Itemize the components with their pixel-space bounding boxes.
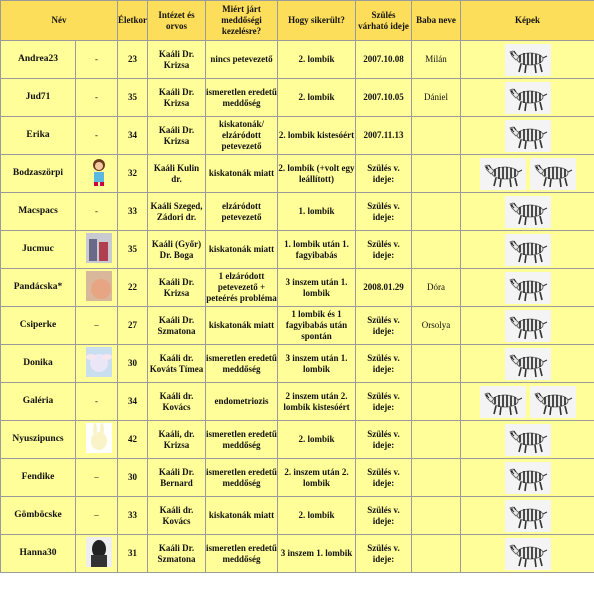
cell-kepek [461,459,594,497]
cell-intezet: Kaáli dr. Kovács [148,383,206,421]
avatar [86,271,112,303]
cell-kepek [461,497,594,535]
cell-avatar: – [76,497,118,535]
cell-intezet: Kaáli Dr. Szmatona [148,307,206,345]
zebra-icon[interactable] [505,538,551,570]
cell-eletkor: 30 [118,345,148,383]
zebra-icon[interactable] [505,310,551,342]
cell-baba [412,193,461,231]
zebra-icon[interactable] [505,424,551,456]
cell-intezet: Kaáli Kulin dr. [148,155,206,193]
cell-avatar: – [76,307,118,345]
zebra-icon[interactable] [480,386,526,418]
cell-nev: Csiperke [1,307,76,345]
cell-avatar: - [76,383,118,421]
cell-avatar [76,421,118,459]
cell-szules: Szülés v. ideje: [356,459,412,497]
avatar [86,157,112,189]
header-nev: Név [1,1,118,41]
header-szules: Szülés várható ideje [356,1,412,41]
cell-miert: ismeretlen eredetű meddőség [206,421,278,459]
cell-kepek [461,155,594,193]
cell-baba: Dániel [412,79,461,117]
cell-intezet: Kaáli Dr. Szmatona [148,535,206,573]
avatar [86,423,112,455]
cell-kepek [461,421,594,459]
cell-avatar [76,269,118,307]
cell-avatar [76,155,118,193]
cell-avatar [76,231,118,269]
header-miert: Miért járt meddőségi kezelésre? [206,1,278,41]
cell-hogy: 2. lombik (+volt egy leállított) [278,155,356,193]
table-row [1,79,594,117]
cell-kepek [461,193,594,231]
cell-miert: ismeretlen eredetű meddőség [206,79,278,117]
table-row [1,193,594,231]
cell-intezet: Kaáli dr. Kováts Tímea [148,345,206,383]
cell-eletkor: 34 [118,117,148,155]
zebra-icon[interactable] [505,234,551,266]
cell-hogy: 2. lombik [278,497,356,535]
avatar [86,347,112,379]
cell-avatar: - [76,41,118,79]
cell-intezet: Kaáli Dr. Krizsa [148,79,206,117]
header-hogy: Hogy sikerült? [278,1,356,41]
zebra-icon[interactable] [505,44,551,76]
cell-nev: Nyuszipuncs [1,421,76,459]
cell-miert: elzáródott petevezető [206,193,278,231]
cell-eletkor: 33 [118,193,148,231]
cell-baba: Milán [412,41,461,79]
cell-hogy: 1. lombik után 1. fagyibabás [278,231,356,269]
cell-hogy: 2. lombik [278,79,356,117]
cell-miert: ismeretlen eredetű meddőség [206,345,278,383]
cell-baba [412,383,461,421]
zebra-icon[interactable] [530,158,576,190]
cell-nev: Jud71 [1,79,76,117]
cell-kepek [461,231,594,269]
cell-nev: Hanna30 [1,535,76,573]
cell-miert: endometriozis [206,383,278,421]
cell-szules: Szülés v. ideje: [356,535,412,573]
cell-eletkor: 32 [118,155,148,193]
cell-szules: Szülés v. ideje: [356,383,412,421]
cell-avatar: - [76,79,118,117]
cell-szules: 2008.01.29 [356,269,412,307]
cell-eletkor: 35 [118,231,148,269]
cell-eletkor: 35 [118,79,148,117]
cell-nev: Andrea23 [1,41,76,79]
table-row [1,269,594,307]
cell-baba: Dóra [412,269,461,307]
cell-eletkor: 22 [118,269,148,307]
cell-kepek [461,41,594,79]
zebra-icon[interactable] [505,82,551,114]
cell-miert: ismeretlen eredetű meddőség [206,535,278,573]
cell-szules: 2007.10.05 [356,79,412,117]
header-eletkor: Életkor [118,1,148,41]
cell-kepek [461,383,594,421]
table-row [1,459,594,497]
cell-intezet: Kaáli Dr. Bernard [148,459,206,497]
zebra-icon[interactable] [505,348,551,380]
cell-avatar: - [76,193,118,231]
cell-avatar: – [76,459,118,497]
cell-szules: 2007.11.13 [356,117,412,155]
cell-miert: kiskatonák miatt [206,155,278,193]
header-kepek: Képek [461,1,594,41]
table-row [1,497,594,535]
cell-intezet: Kaáli, dr. Krizsa [148,421,206,459]
cell-szules: Szülés v. ideje: [356,231,412,269]
header-baba: Baba neve [412,1,461,41]
cell-szules: Szülés v. ideje: [356,345,412,383]
cell-intezet: Kaáli dr. Kovács [148,497,206,535]
cell-intezet: Kaáli Szeged, Zádori dr. [148,193,206,231]
table-row [1,155,594,193]
cell-hogy: 2. lombik [278,421,356,459]
cell-baba: Orsolya [412,307,461,345]
cell-szules: Szülés v. ideje: [356,193,412,231]
cell-avatar: - [76,117,118,155]
zebra-icon[interactable] [505,500,551,532]
cell-kepek [461,117,594,155]
cell-nev: Bodzaszörpi [1,155,76,193]
cell-baba [412,535,461,573]
avatar [86,233,112,265]
cell-miert: kiskatonák miatt [206,231,278,269]
cell-hogy: 2. lombik kistesóért [278,117,356,155]
cell-nev: Fendike [1,459,76,497]
cell-eletkor: 34 [118,383,148,421]
cell-miert: nincs petevezető [206,41,278,79]
table-row [1,421,594,459]
cell-baba [412,497,461,535]
cell-eletkor: 31 [118,535,148,573]
cell-kepek [461,345,594,383]
table-body [1,41,594,573]
cell-baba [412,117,461,155]
cell-nev: Erika [1,117,76,155]
table-row [1,41,594,79]
table-row [1,383,594,421]
cell-nev: Jucmuc [1,231,76,269]
header-intezet: Intézet és orvos [148,1,206,41]
cell-hogy: 3 inszem után 1. lombik [278,345,356,383]
cell-hogy: 1 lombik és 1 fagyibabás után spontán [278,307,356,345]
zebra-icon[interactable] [530,386,576,418]
cell-intezet: Kaáli Dr. Krizsa [148,117,206,155]
cell-eletkor: 30 [118,459,148,497]
cell-szules: Szülés v. ideje: [356,155,412,193]
cell-hogy: 2. inszem után 2. lombik [278,459,356,497]
cell-hogy: 3 inszem után 1. lombik [278,269,356,307]
cell-baba [412,231,461,269]
zebra-icon[interactable] [480,158,526,190]
cell-kepek [461,79,594,117]
cell-eletkor: 42 [118,421,148,459]
cell-hogy: 2 inszem után 2. lombik kistesóért [278,383,356,421]
cell-szules: Szülés v. ideje: [356,497,412,535]
cell-szules: Szülés v. ideje: [356,421,412,459]
table-header-row [1,1,594,41]
cell-kepek [461,535,594,573]
cell-nev: Galéria [1,383,76,421]
cell-baba [412,421,461,459]
cell-eletkor: 33 [118,497,148,535]
cell-miert: kiskatonák miatt [206,307,278,345]
cell-baba [412,345,461,383]
table-row [1,231,594,269]
cell-eletkor: 27 [118,307,148,345]
cell-intezet: Kaáli Dr. Krizsa [148,269,206,307]
cell-intezet: Kaáli (Győr) Dr. Boga [148,231,206,269]
zebra-icon[interactable] [505,272,551,304]
cell-kepek [461,307,594,345]
table-row [1,307,594,345]
zebra-icon[interactable] [505,120,551,152]
cell-miert: kiskatonák/ elzáródott petevezető [206,117,278,155]
table-row [1,345,594,383]
avatar [86,537,112,569]
cell-hogy: 2. lombik [278,41,356,79]
table-row [1,535,594,573]
cell-baba [412,155,461,193]
cell-nev: Macspacs [1,193,76,231]
cell-avatar [76,535,118,573]
cell-szules: Szülés v. ideje: [356,307,412,345]
cell-nev: Pandácska* [1,269,76,307]
cell-hogy: 3 inszem 1. lombik [278,535,356,573]
cell-kepek [461,269,594,307]
cell-miert: ismeretlen eredetű meddőség [206,459,278,497]
cell-eletkor: 23 [118,41,148,79]
cell-nev: Donika [1,345,76,383]
cell-baba [412,459,461,497]
cell-intezet: Kaáli Dr. Krizsa [148,41,206,79]
cell-szules: 2007.10.08 [356,41,412,79]
table-row [1,117,594,155]
cell-nev: Gömböcske [1,497,76,535]
zebra-icon[interactable] [505,462,551,494]
cell-avatar [76,345,118,383]
cell-miert: kiskatonák miatt [206,497,278,535]
zebra-icon[interactable] [505,196,551,228]
cell-miert: 1 elzáródott petevezető + peteérés probléma [206,269,278,307]
cell-hogy: 1. lombik [278,193,356,231]
